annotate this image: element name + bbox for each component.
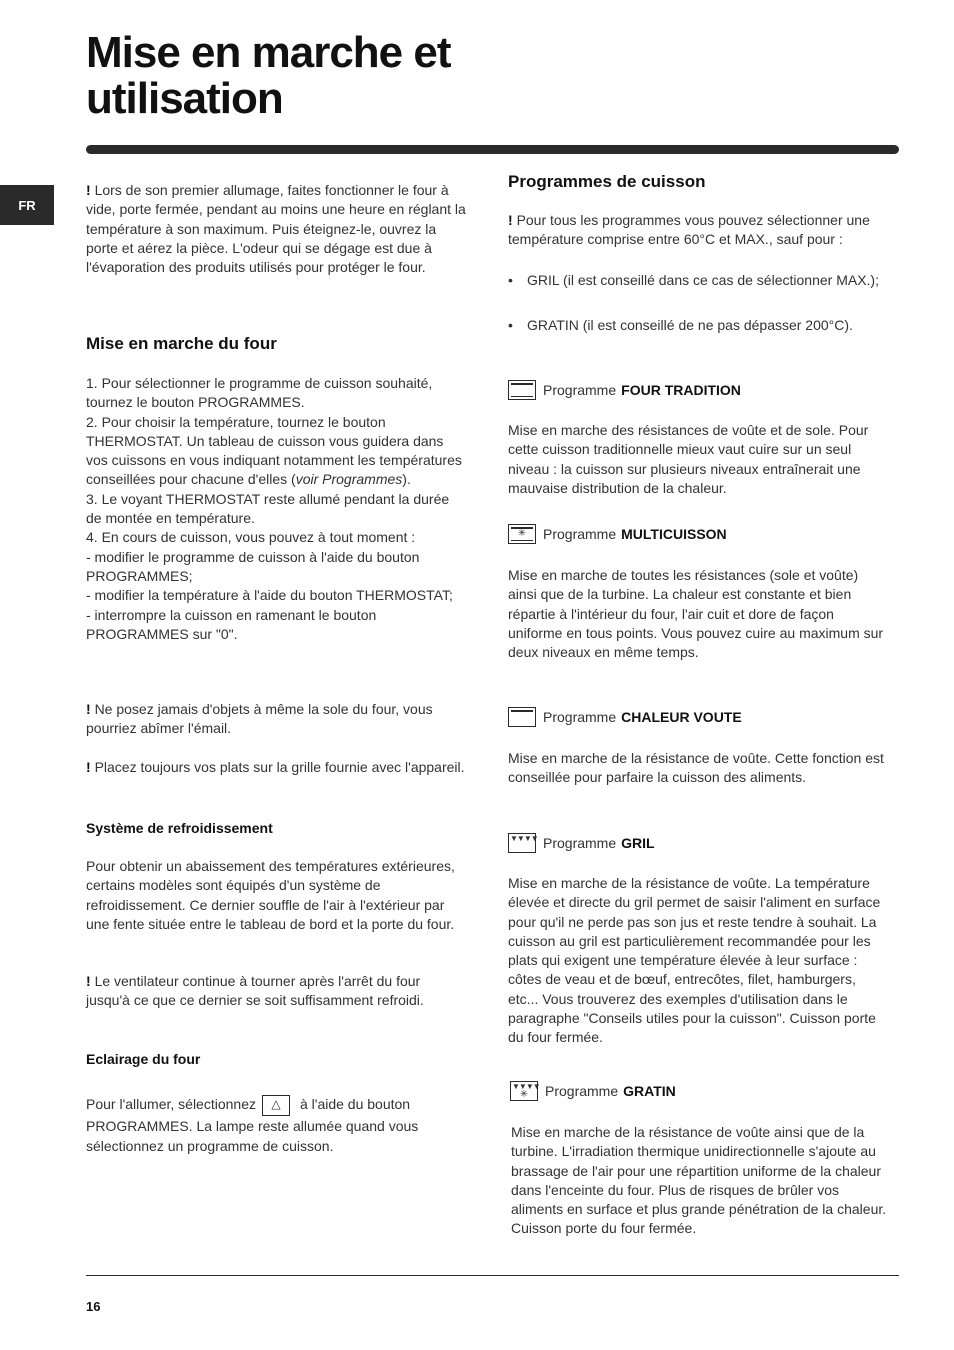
lamp-icon: △ xyxy=(262,1095,290,1116)
program-name: GRIL xyxy=(621,835,655,851)
program-desc-gratin: Mise en marche de la résistance de voûte ainsi que de la turbine. L'irradiation thermique unidirectionnelle s'ajoute au brassage de l'air pour une répartition uniforme de la chaleur dans l'enceinte du four. Plus de risques de brûler vos aliments en surface et plus grande pénétration de la chaleur. Cuisson porte du four fermée. xyxy=(511,1124,887,1237)
grill-icon: ▼▼▼▼ xyxy=(508,833,536,853)
title-line-1: Mise en marche et xyxy=(86,28,451,77)
page-number: 16 xyxy=(86,1299,101,1314)
warning-3: ! Le ventilateur continue à tourner après l'arrêt du four jusqu'à ce que ce dernier se soit suffisamment refroidi. xyxy=(86,973,424,1009)
program-desc-chaleur-voute: Mise en marche de la résistance de voûte. Cette fonction est conseillée pour parfaire la cuisson des aliments. xyxy=(508,750,884,786)
program-multicuisson: ✳ Programme MULTICUISSON xyxy=(508,524,727,544)
systeme-paragraph: Pour obtenir un abaissement des températures extérieures, certains modèles sont équipés d'un système de refroidissement. Ce dernier souffle de l'air à l'extérieur par une fente située entre le tableau de bord et la porte du four. xyxy=(86,858,455,932)
top-heat-icon xyxy=(508,707,536,727)
warning-mark: ! xyxy=(86,973,91,989)
bullet-gratin: • GRATIN (il est conseillé de ne pas dépasser 200°C). xyxy=(508,317,853,333)
step-4-c: - interrompre la cuisson en ramenant le bouton PROGRAMMES sur "0". xyxy=(86,606,377,642)
fan-heat-icon: ✳ xyxy=(508,524,536,544)
program-name: FOUR TRADITION xyxy=(621,382,741,398)
top-divider xyxy=(86,145,899,154)
heading-eclairage: Eclairage du four xyxy=(86,1051,201,1067)
step-2b: ). xyxy=(402,471,411,488)
bottom-divider xyxy=(86,1275,899,1276)
language-tab: FR xyxy=(0,185,54,225)
program-gratin: ▼▼▼▼ ✳ Programme GRATIN xyxy=(512,1082,676,1100)
programmes-intro: ! Pour tous les programmes vous pouvez sélectionner une température comprise entre 60°C et MAX., sauf pour : xyxy=(508,212,870,248)
step-2a: 2. Pour choisir la température, tournez le bouton THERMOSTAT. Un tableau de cuisson vous guidera dans vos cuissons en vous indiquant notamment les températures conseillées pour chacune d'elles ( xyxy=(86,413,462,488)
step-2-italic: voir Programmes xyxy=(295,471,403,488)
step-4-a: - modifier le programme de cuisson à l'aide du bouton PROGRAMMES; xyxy=(86,548,420,584)
program-desc-gril: Mise en marche de la résistance de voûte. La température élevée et directe du gril permet de saisir l'aliment en surface pour qu'il ne perde pas son jus et reste tendre à souhait. La cuisson au gril est particulièrement recommandée pour les plats qui exigent une température élevée à leur surface : côtes de veau et de bœuf, entrecôtes, filet, hamburgers, etc... Vous trouverez des exemples d'utilisation dans le paragraphe "Conseils utiles pour la cuisson". Cuisson porte du four fermée. xyxy=(508,875,881,1046)
eclairage-paragraph: Pour l'allumer, sélectionnez △ à l'aide du bouton PROGRAMMES. La lampe reste allumée quand vous sélectionnez un programme de cuisson. xyxy=(86,1096,419,1155)
program-name: GRATIN xyxy=(623,1083,676,1099)
warning-mark: ! xyxy=(508,212,513,228)
program-chaleur-voute: Programme CHALEUR VOUTE xyxy=(508,707,742,727)
bullet-gril: • GRIL (il est conseillé dans ce cas de sélectionner MAX.); xyxy=(508,272,879,288)
steps-paragraph xyxy=(86,374,466,644)
heading-programmes: Programmes de cuisson xyxy=(508,172,706,191)
program-name: CHALEUR VOUTE xyxy=(621,709,742,725)
warning-mark: ! xyxy=(86,759,91,775)
program-desc-four-tradition: Mise en marche des résistances de voûte et de sole. Pour cette cuisson traditionnelle mieux vaut cuire sur un seul niveau : la cuisson sur plusieurs niveaux entraînerait une mauvaise distribution de la chaleur. xyxy=(508,422,869,496)
step-4-b: - modifier la température à l'aide du bouton THERMOSTAT; xyxy=(86,587,453,604)
heading-mise-en-marche: Mise en marche du four xyxy=(86,334,277,353)
title-line-2: utilisation xyxy=(86,74,283,123)
warning-mark: ! xyxy=(86,701,91,717)
program-four-tradition: Programme FOUR TRADITION xyxy=(508,380,741,400)
intro-paragraph: ! Lors de son premier allumage, faites fonctionner le four à vide, porte fermée, pendant au moins une heure en réglant la température à son maximum. Puis éteignez-le, ouvrez la porte et aérez la pièce. L'odeur qui se dégage est due à l'évaporation des produits utilisés pour protéger le four. xyxy=(86,182,466,276)
gratin-icon: ▼▼▼▼ ✳ xyxy=(512,1082,540,1100)
program-gril: ▼▼▼▼ Programme GRIL xyxy=(510,834,655,851)
step-1: 1. Pour sélectionner le programme de cuisson souhaité, tournez le bouton PROGRAMMES. xyxy=(86,375,433,411)
program-desc-multicuisson: Mise en marche de toutes les résistances (sole et voûte) ainsi que de la turbine. La chaleur est constante et bien répartie à l'intérieur du four, l'air cuit et dore de façon uniforme en tous points. Vous pouvez cuire au maximum sur deux niveaux en même temps. xyxy=(508,567,884,661)
program-name: MULTICUISSON xyxy=(621,526,727,542)
heading-systeme: Système de refroidissement xyxy=(86,820,273,836)
warning-mark: ! xyxy=(86,182,91,198)
top-bottom-heat-icon xyxy=(508,380,536,400)
step-4: 4. En cours de cuisson, vous pouvez à tout moment : xyxy=(86,529,416,546)
step-3: 3. Le voyant THERMOSTAT reste allumé pendant la durée de montée en température. xyxy=(86,490,450,527)
warning-1: ! Ne posez jamais d'objets à même la sole du four, vous pourriez abîmer l'émail. xyxy=(86,701,433,737)
page-title xyxy=(86,30,451,122)
warning-2: ! Placez toujours vos plats sur la grille fournie avec l'appareil. xyxy=(86,759,465,775)
